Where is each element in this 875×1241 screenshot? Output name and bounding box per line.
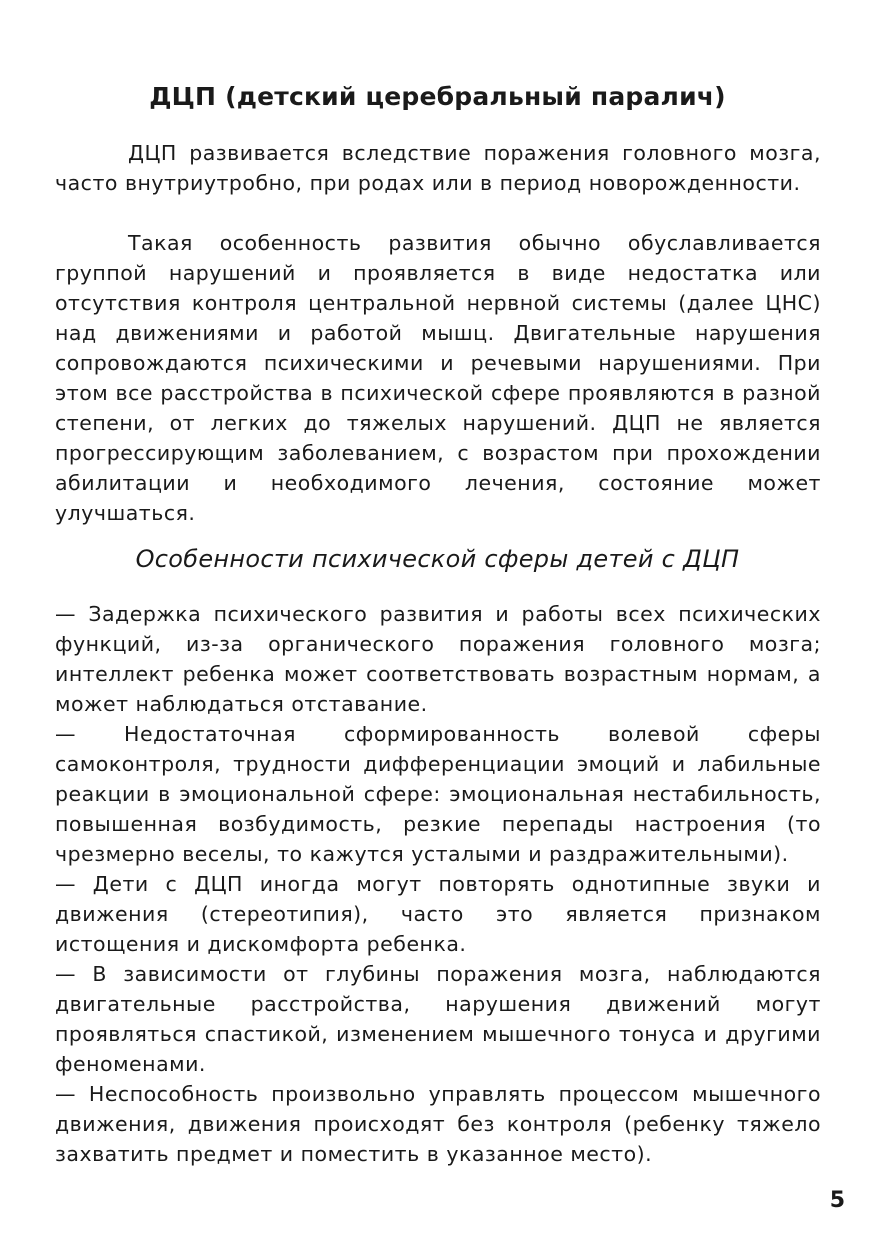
intro-paragraph-1-block: [55, 138, 821, 198]
intro-paragraph: Такая особенность развития обычно обуславливается группой нарушений и проявляется в виде недостатка или отсутствия контроля центральной нервной системы (далее ЦНС) над движениями и работой мышц. Двигательные нарушения сопровождаются психическими и речевыми нарушениями. При этом все расстройства в психической сфере проявляются в разной степени, от легких до тяжелых нарушений. ДЦП не является прогрессирующим заболеванием, с возрастом при прохождении абилитации и необходимого лечения, состояние может улучшаться.: [55, 231, 821, 525]
list-item: — Неспособность произвольно управлять процессом мышечного движения, движения происходят без контроля (ребенку тяжело захватить предмет и поместить в указанное место).: [55, 1082, 821, 1166]
page-number: 5: [829, 1188, 845, 1213]
intro-paragraph: ДЦП развивается вследствие поражения головного мозга, часто внутриутробно, при родах или в период новорожденности.: [55, 141, 821, 195]
section-heading: Особенности психической сферы детей с ДЦП: [135, 545, 740, 573]
list-item: — Дети с ДЦП иногда могут повторять однотипные звуки и движения (стереотипия), часто это является признаком истощения и дискомфорта ребенка.: [55, 872, 821, 956]
list-item: — В зависимости от глубины поражения мозга, наблюдаются двигательные расстройства, нарушения движений могут проявляться спастикой, изменением мышечного тонуса и другими феноменами.: [55, 962, 821, 1076]
list-item: — Недостаточная сформированность волевой сферы самоконтроля, трудности дифференциации эмоций и лабильные реакции в эмоциональной сфере: эмоциональная нестабильность, повышенная возбудимость, резкие перепады настроения (то чрезмерно веселы, то кажутся усталыми и раздражительными).: [55, 722, 821, 866]
list-item: — Задержка психического развития и работы всех психических функций, из-за органического поражения головного мозга; интеллект ребенка может соответствовать возрастным нормам, а может наблюдаться отставание.: [55, 602, 821, 716]
page-title: ДЦП (детский церебральный паралич): [149, 82, 726, 111]
features-list: [55, 599, 821, 1169]
intro-paragraph-2-block: [55, 228, 821, 528]
